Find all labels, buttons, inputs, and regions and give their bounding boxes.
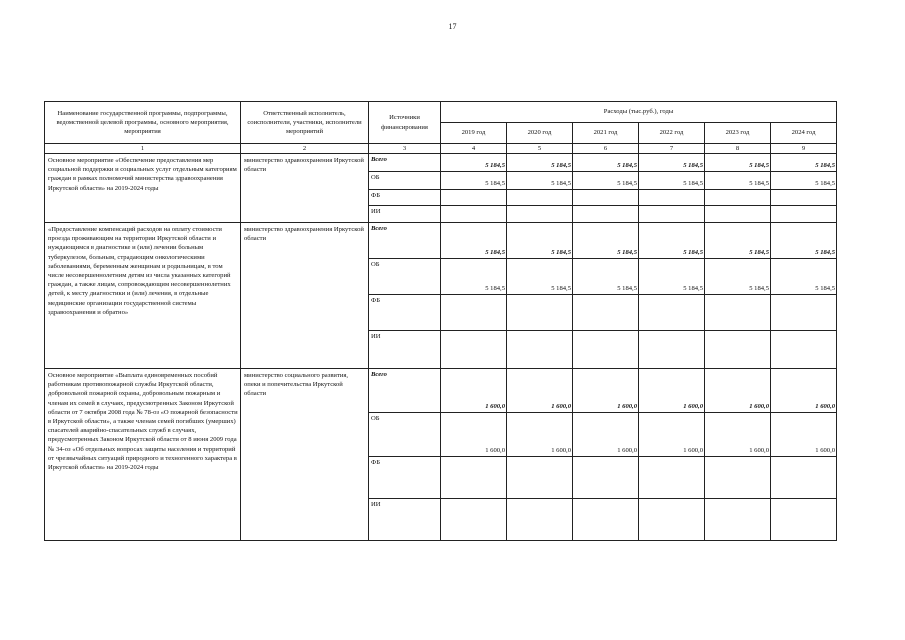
- value-ii-empty: [507, 331, 573, 369]
- value-ob: 5 184,5: [507, 172, 573, 190]
- value-total: 5 184,5: [507, 154, 573, 172]
- value-ob: 1 600,0: [771, 413, 837, 457]
- budget-table: [44, 101, 837, 541]
- value-ii-empty: [507, 206, 573, 223]
- value-fb-empty: [771, 457, 837, 499]
- source-ob: ОБ: [369, 259, 441, 295]
- value-fb-empty: [705, 190, 771, 206]
- column-index: 4: [441, 144, 507, 154]
- value-total: 5 184,5: [705, 154, 771, 172]
- column-index: 7: [639, 144, 705, 154]
- column-index: 1: [45, 144, 241, 154]
- value-fb-empty: [639, 457, 705, 499]
- value-ii-empty: [441, 499, 507, 541]
- source-total: Всего: [369, 369, 441, 413]
- value-total: 5 184,5: [573, 154, 639, 172]
- value-fb-empty: [771, 190, 837, 206]
- source-ii: ИИ: [369, 331, 441, 369]
- source-ob: ОБ: [369, 413, 441, 457]
- measure-name: «Предоставление компенсаций расходов на оплату стоимости проезда проживающим на территории Иркутской области и нуждающимся в диагностике и (или) лечении больным туберкулезом, больным, страдающим онкологическими заболеваниями, беременным женщинам и родильницам, в том числе несовершеннолетним детям из числа указанных категорий граждан, а также лицам, сопровождающим несовершеннолетних детей, к месту диагностики и (или) лечения, в отдельные медицинские организации государственной системы здравоохранения и обратно»: [45, 223, 241, 369]
- header-sources: Источники финансирования: [369, 102, 441, 144]
- value-ob: 1 600,0: [639, 413, 705, 457]
- value-total: 1 600,0: [639, 369, 705, 413]
- value-total: 5 184,5: [573, 223, 639, 259]
- header-year: 2019 год: [441, 123, 507, 144]
- value-fb-empty: [441, 295, 507, 331]
- value-ob: 5 184,5: [507, 259, 573, 295]
- value-ob: 5 184,5: [705, 172, 771, 190]
- value-ob: 1 600,0: [573, 413, 639, 457]
- value-total: 1 600,0: [771, 369, 837, 413]
- value-total: 5 184,5: [639, 154, 705, 172]
- value-ii-empty: [573, 331, 639, 369]
- source-ob: ОБ: [369, 172, 441, 190]
- source-fb: ФБ: [369, 190, 441, 206]
- value-ob: 5 184,5: [705, 259, 771, 295]
- header-year: 2023 год: [705, 123, 771, 144]
- value-fb-empty: [639, 190, 705, 206]
- value-fb-empty: [771, 295, 837, 331]
- page-number: 17: [448, 22, 457, 31]
- value-ii-empty: [573, 206, 639, 223]
- value-ii-empty: [507, 499, 573, 541]
- value-ii-empty: [639, 499, 705, 541]
- value-fb-empty: [705, 457, 771, 499]
- source-total: Всего: [369, 154, 441, 172]
- measure-name: Основное мероприятие «Выплата единовременных пособий работникам противопожарной службы Иркутской области, добровольной пожарной охраны, добровольным пожарным и членам их семей в случаях, предусмотренных Законом Иркутской области от 7 октября 2008 года № 78-оз «О пожарной безопасности в Иркутской области», а также членам семей погибших (умерших) спасателей аварийно-спасательных служб в случаях, предусмотренных Законом Иркутской области от 8 июня 2009 года № 34-оз «Об отдельных вопросах защиты населения и территорий от чрезвычайных ситуаций природного и техногенного характера в Иркутской области» на 2019-2024 годы: [45, 369, 241, 541]
- value-total: 1 600,0: [507, 369, 573, 413]
- measure-executor: министерство социального развития, опеки и попечительства Иркутской области: [241, 369, 369, 541]
- value-fb-empty: [573, 190, 639, 206]
- column-index: 3: [369, 144, 441, 154]
- value-ob: 5 184,5: [573, 172, 639, 190]
- source-fb: ФБ: [369, 457, 441, 499]
- value-ii-empty: [771, 206, 837, 223]
- value-ob: 5 184,5: [771, 172, 837, 190]
- column-index: 5: [507, 144, 573, 154]
- value-ii-empty: [639, 331, 705, 369]
- value-ob: 5 184,5: [639, 259, 705, 295]
- column-index: 6: [573, 144, 639, 154]
- value-ii-empty: [771, 499, 837, 541]
- header-year: 2021 год: [573, 123, 639, 144]
- measure-executor: министерство здравоохранения Иркутской области: [241, 154, 369, 223]
- source-ii: ИИ: [369, 206, 441, 223]
- value-fb-empty: [507, 457, 573, 499]
- value-total: 1 600,0: [573, 369, 639, 413]
- value-fb-empty: [705, 295, 771, 331]
- header-name: Наименование государственной программы, подпрограммы, ведомственной целевой программы, основного мероприятия, мероприятия: [45, 102, 241, 144]
- source-total: Всего: [369, 223, 441, 259]
- header-year: 2024 год: [771, 123, 837, 144]
- value-ii-empty: [771, 331, 837, 369]
- value-ii-empty: [705, 331, 771, 369]
- source-ii: ИИ: [369, 499, 441, 541]
- column-index: 2: [241, 144, 369, 154]
- value-fb-empty: [441, 190, 507, 206]
- value-total: 5 184,5: [705, 223, 771, 259]
- value-ob: 5 184,5: [441, 259, 507, 295]
- value-ii-empty: [639, 206, 705, 223]
- value-total: 1 600,0: [441, 369, 507, 413]
- value-ob: 1 600,0: [507, 413, 573, 457]
- value-fb-empty: [507, 190, 573, 206]
- header-year: 2020 год: [507, 123, 573, 144]
- value-ob: 5 184,5: [441, 172, 507, 190]
- value-total: 5 184,5: [771, 154, 837, 172]
- header-expenses: Расходы (тыс.руб.), годы: [441, 102, 837, 123]
- source-fb: ФБ: [369, 295, 441, 331]
- value-total: 1 600,0: [705, 369, 771, 413]
- value-fb-empty: [441, 457, 507, 499]
- value-fb-empty: [639, 295, 705, 331]
- value-ii-empty: [705, 206, 771, 223]
- value-total: 5 184,5: [441, 223, 507, 259]
- value-ob: 5 184,5: [639, 172, 705, 190]
- value-total: 5 184,5: [507, 223, 573, 259]
- value-total: 5 184,5: [639, 223, 705, 259]
- value-fb-empty: [573, 295, 639, 331]
- value-total: 5 184,5: [441, 154, 507, 172]
- value-ii-empty: [705, 499, 771, 541]
- value-ob: 5 184,5: [573, 259, 639, 295]
- header-executor: Ответственный исполнитель, соисполнители, участники, исполнители мероприятий: [241, 102, 369, 144]
- column-index: 9: [771, 144, 837, 154]
- value-total: 5 184,5: [771, 223, 837, 259]
- value-ii-empty: [441, 331, 507, 369]
- value-ii-empty: [573, 499, 639, 541]
- value-fb-empty: [573, 457, 639, 499]
- measure-executor: министерство здравоохранения Иркутской области: [241, 223, 369, 369]
- header-year: 2022 год: [639, 123, 705, 144]
- column-index: 8: [705, 144, 771, 154]
- value-ob: 5 184,5: [771, 259, 837, 295]
- measure-name: Основное мероприятие «Обеспечение предоставления мер социальной поддержки и социальных услуг отдельным категориям граждан в рамках полномочий министерства здравоохранения Иркутской области» на 2019-2024 годы: [45, 154, 241, 223]
- value-ob: 1 600,0: [705, 413, 771, 457]
- value-ob: 1 600,0: [441, 413, 507, 457]
- value-fb-empty: [507, 295, 573, 331]
- value-ii-empty: [441, 206, 507, 223]
